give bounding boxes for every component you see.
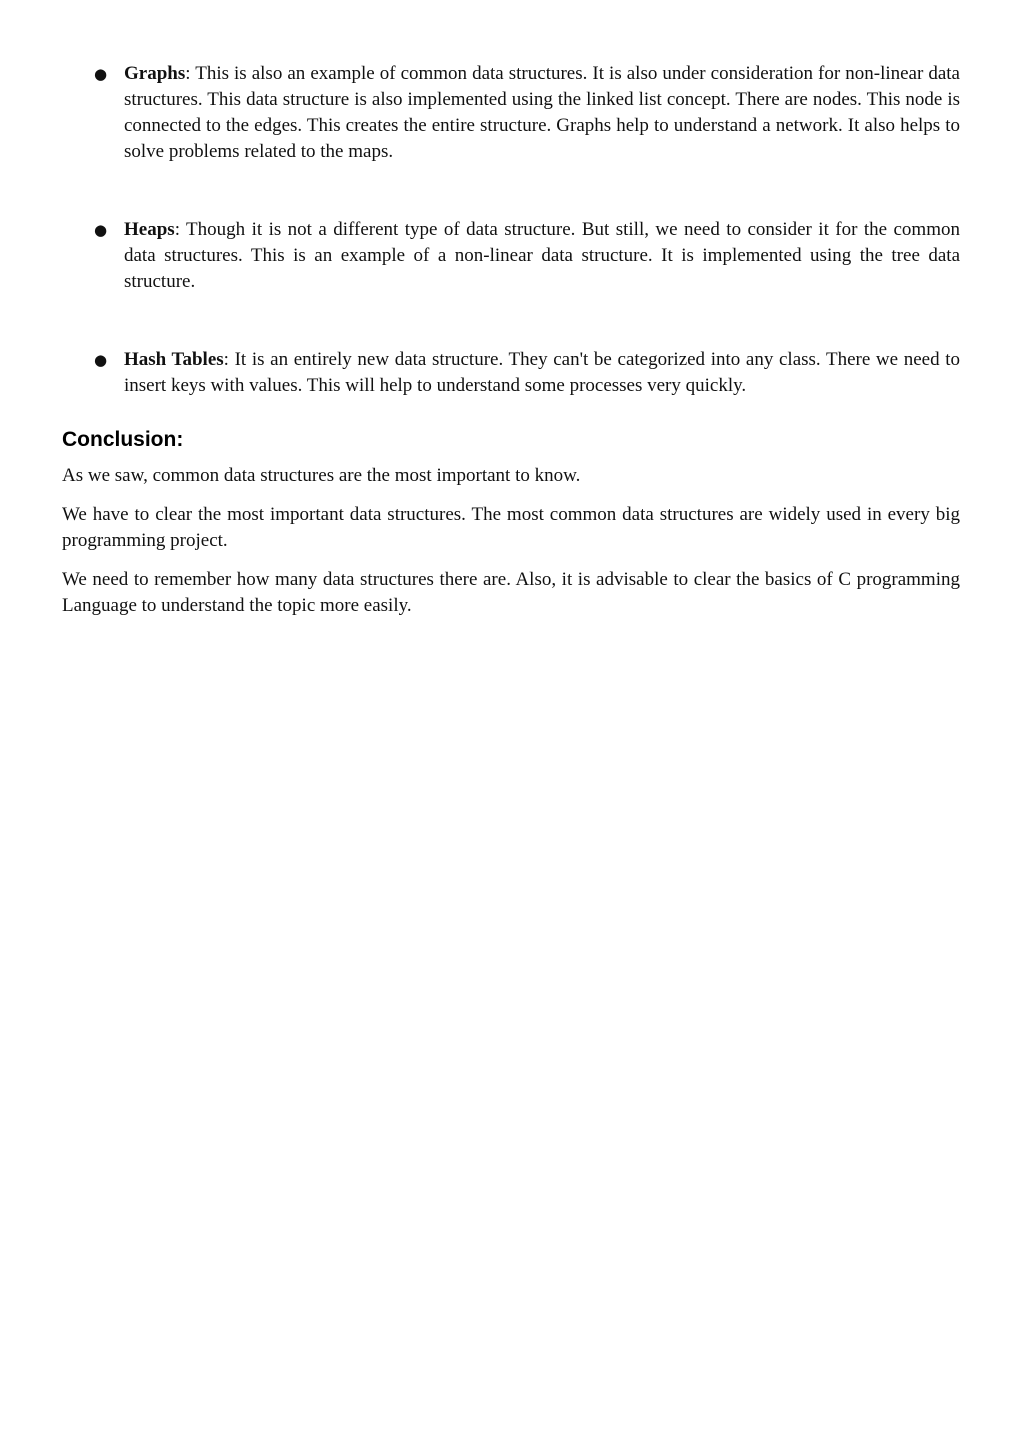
description-graphs: : This is also an example of common data structures. It is also under consideration for non-linear data structures. This data structure is also implemented using the linked list concept. There are nodes. This node is connected to the edges. This creates the entire structure. Graphs help to understand a network. It also helps to solve problems related to the maps.: [124, 63, 960, 162]
description-hash-tables: : It is an entirely new data structure. They can't be categorized into any class. There we need to insert keys with values. This will help to understand some processes very quickly.: [124, 349, 961, 396]
conclusion-paragraph-2: We have to clear the most important data structures. The most common data structures are widely used in every big programming project.: [62, 504, 960, 551]
conclusion-heading: Conclusion:: [62, 428, 184, 451]
bullet-icon: ●: [94, 351, 108, 369]
list-item-hash-tables: [62, 347, 960, 399]
data-structure-list: [62, 61, 960, 399]
term-hash-tables: Hash Tables: [124, 349, 224, 370]
document-page: [62, 61, 960, 632]
bullet-icon: ●: [94, 221, 108, 239]
list-item-graphs: [62, 61, 960, 165]
bullet-icon: ●: [94, 65, 108, 83]
conclusion-paragraph-3: We need to remember how many data structures there are. Also, it is advisable to clear the basics of C programming Language to understand the topic more easily.: [62, 569, 960, 616]
term-graphs: Graphs: [124, 63, 186, 84]
list-item-heaps: [62, 217, 960, 295]
conclusion-paragraph-1: As we saw, common data structures are the most important to know.: [62, 465, 581, 486]
term-heaps: Heaps: [124, 219, 175, 240]
description-heaps: : Though it is not a different type of data structure. But still, we need to consider it for the common data structures. This is an example of a non-linear data structure. It is implemented using the tree data structure.: [124, 219, 960, 292]
